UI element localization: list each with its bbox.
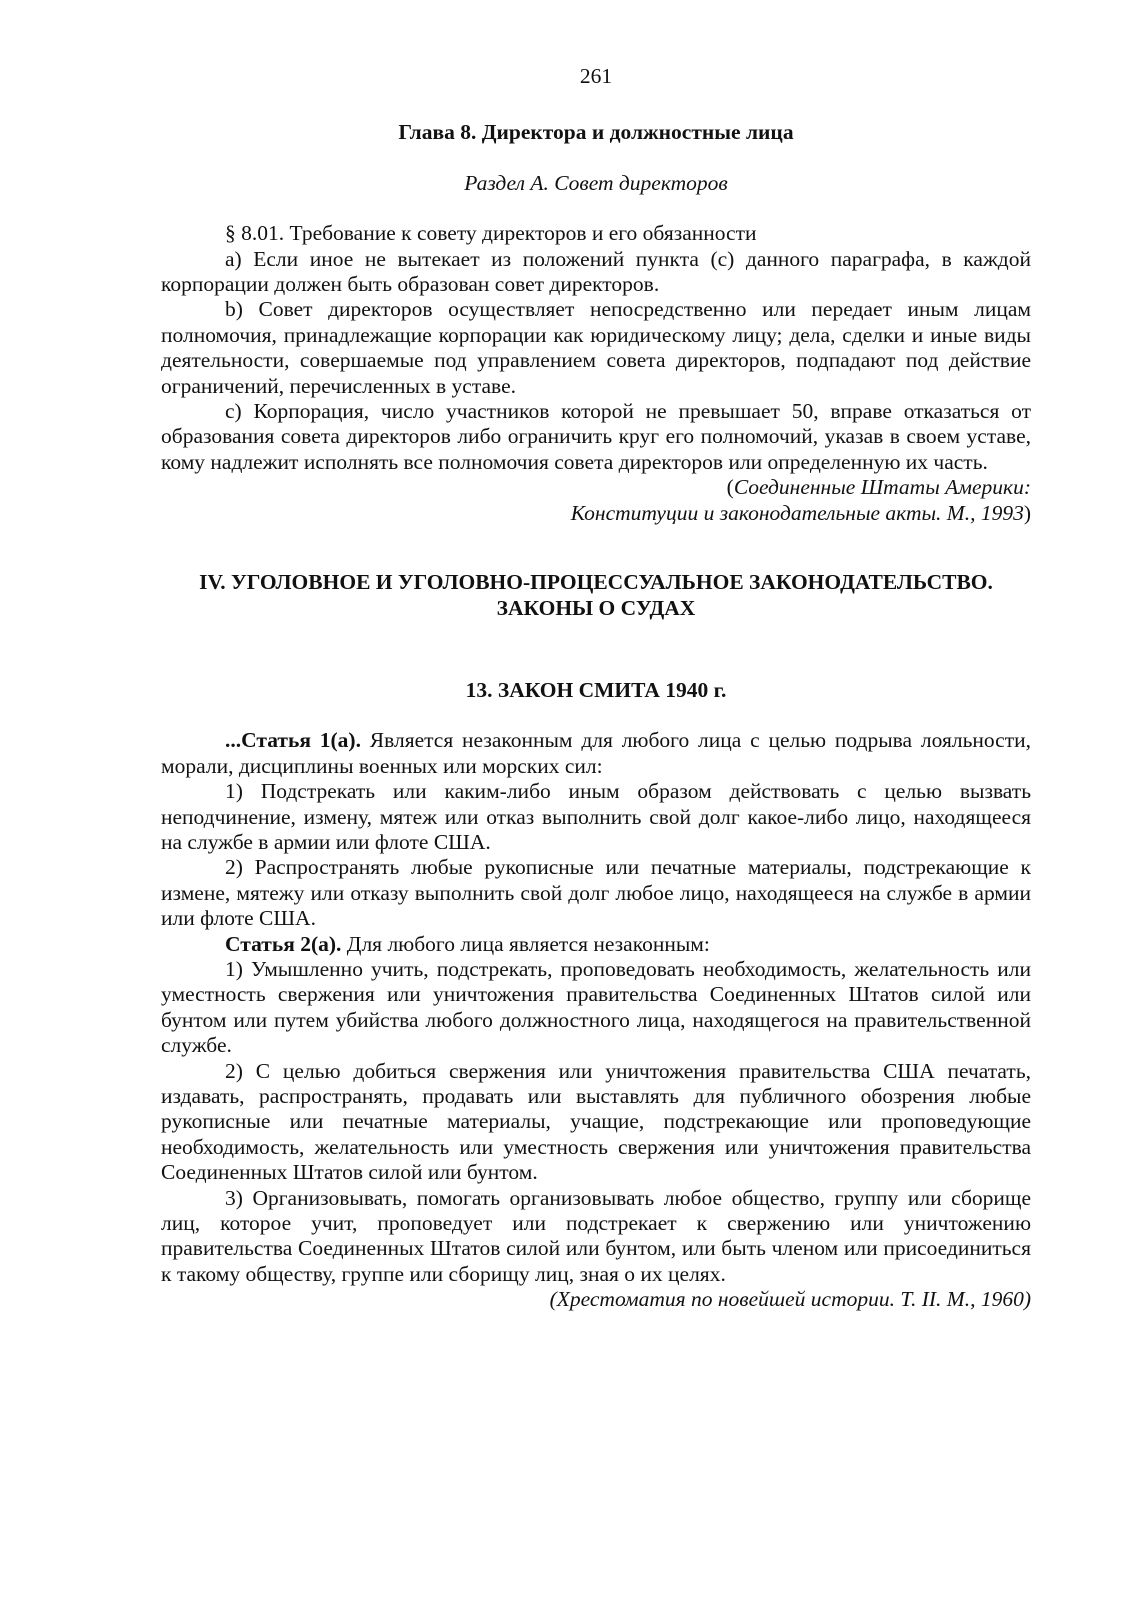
- chapter-title: Глава 8. Директора и должностные лица: [398, 120, 794, 145]
- article-2-item-3: 3) Организовывать, помогать организовывать любое общество, группу или сборище лиц, которое учит, проповедует или подстрекает к свержению или уничтожению правительства Соединенных Штатов силой или бунтом, или быть членом или присоединиться к такому обществу, группе или сборищу лиц, зная о их целях.: [161, 1185, 1031, 1286]
- article-2-intro: [161, 932, 1031, 957]
- section-801-paragraph-a: а) Если иное не вытекает из положений пункта (с) данного параграфа, в каждой корпорации должен быть образован совет директоров.: [161, 246, 1031, 297]
- section-801-paragraph-b: b) Совет директоров осуществляет непосредственно или передает иным лицам полномочия, принадлежащие корпорации как юридическому лицу; дела, сделки и иные виды деятельности, совершаемые под управлением совета директоров, подпадают под действие ограничений, перечисленных в уставе.: [161, 297, 1031, 398]
- source-citation-1: (Соединенные Штаты Америки: Конституции и законодательные акты. М., 1993): [570, 475, 1031, 525]
- document-page: [161, 64, 1031, 1313]
- article-1-item-2: 2) Распространять любые рукописные или печатные материалы, подстрекающие к измене, мятежу или отказу выполнить свой долг любое лицо, находящееся на службе в армии или флоте США.: [161, 855, 1031, 931]
- section-801-paragraph-c: с) Корпорация, число участников которой не превышает 50, вправе отказаться от образования совета директоров либо ограничить круг его полномочий, указав в своем уставе, кому надлежит исполнять все полномочия совета директоров или определенную их часть.: [161, 399, 1031, 474]
- article-2-text: Для любого лица является незаконным:: [341, 931, 710, 956]
- article-1-label: ...Статья 1(а).: [225, 728, 361, 753]
- article-2-item-2: 2) С целью добиться свержения или уничтожения правительства США печатать, издавать, распространять, продавать или выставлять для публичного обозрения любые рукописные или печатные материалы, учащие, подстрекающие или проповедующие необходимость, желательность или уместность свержения или уничтожения правительства Соединенных Штатов силой или бунтом.: [161, 1058, 1031, 1185]
- law-title: 13. ЗАКОН СМИТА 1940 г.: [465, 677, 727, 702]
- article-2-label: Статья 2(а).: [225, 931, 342, 956]
- part-title: [161, 570, 1031, 621]
- part-title-line2: ЗАКОНЫ О СУДАХ: [496, 595, 696, 620]
- source-citation-2: (Хрестоматия по новейшей истории. Т. II. М., 1960): [549, 1287, 1031, 1312]
- article-2-item-1: 1) Умышленно учить, подстрекать, проповедовать необходимость, желательность или уместность свержения или уничтожения правительства Соединенных Штатов силой или бунтом или путем убийства любого должностного лица, находящегося на правительственной службе.: [161, 956, 1031, 1058]
- section-title: Раздел А. Совет директоров: [464, 170, 728, 195]
- article-1-intro: [161, 728, 1031, 779]
- page-number: 261: [579, 64, 613, 88]
- article-1-text: Является незаконным для любого лица с целью подрыва лояльности, морали, дисциплины военных или морских сил:: [161, 728, 1031, 778]
- source-citation-1-line2: Конституции и законодательные акты. М., 1993: [570, 500, 1024, 525]
- part-title-line1: IV. УГОЛОВНОЕ И УГОЛОВНО-ПРОЦЕССУАЛЬНОЕ ЗАКОНОДАТЕЛЬСТВО.: [199, 570, 993, 595]
- article-1-item-1: 1) Подстрекать или каким-либо иным образом действовать с целью вызвать неподчинение, измену, мятеж или отказ выполнить свой долг какое-либо лицо, находящееся на службе в армии или флоте США.: [161, 779, 1031, 854]
- source-citation-1-line1: Соединенные Штаты Америки:: [733, 475, 1031, 500]
- section-801-heading: § 8.01. Требование к совету директоров и его обязанности: [225, 221, 757, 246]
